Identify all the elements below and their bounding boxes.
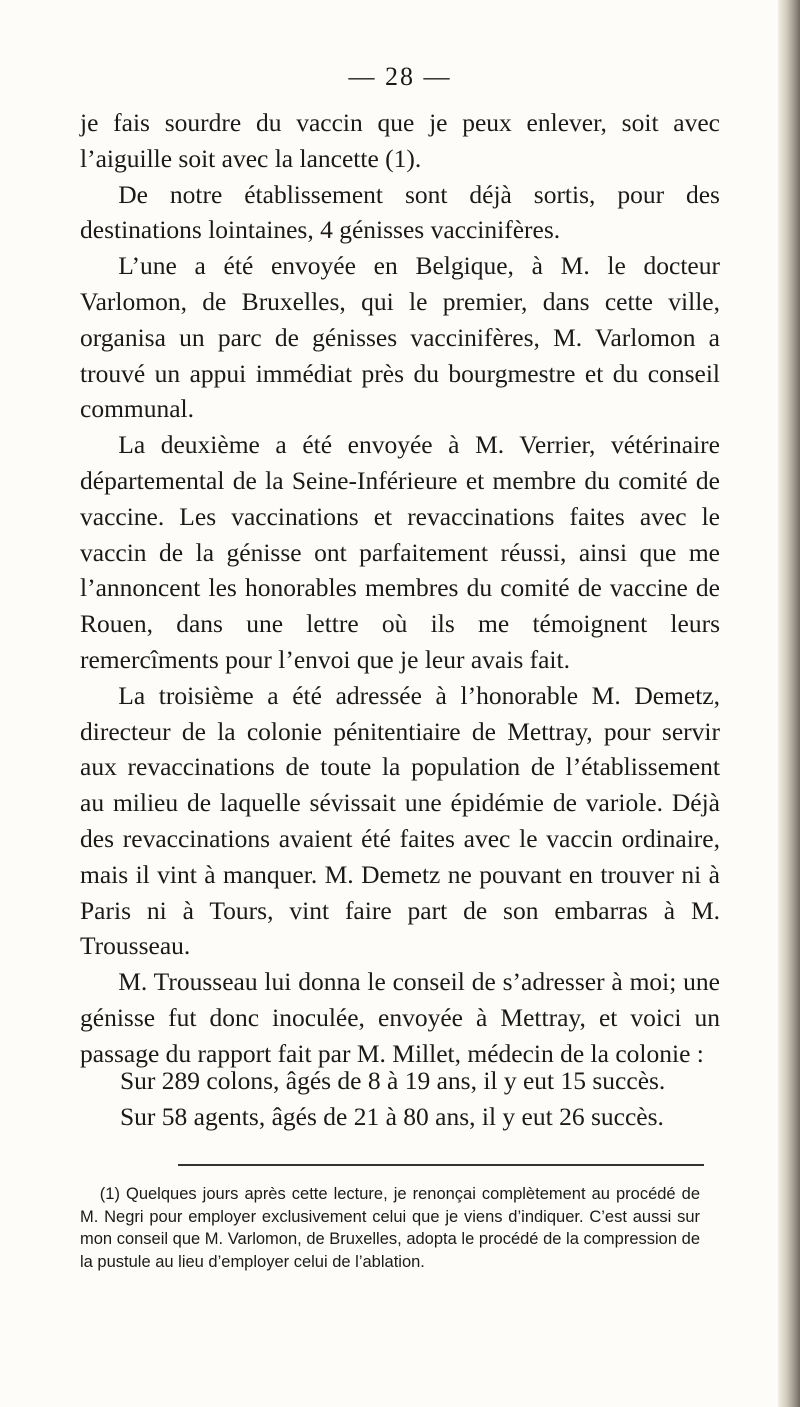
result-line-colons: Sur 289 colons, âgés de 8 à 19 ans, il y eut 15 succès. — [120, 1066, 666, 1095]
page-edge-shadow — [778, 0, 800, 1407]
paragraph-3: L’une a été envoyée en Belgique, à M. le docteur Varlomon, de Bruxelles, qui le premier, dans cette ville, organisa un parc de génisses vaccinifères, M. Varlomon a trouvé un appui immédiat près du bourgmestre et du conseil communal. — [80, 251, 720, 424]
paragraph-1: je fais sourdre du vaccin que je peux enlever, soit avec l’aiguille soit avec la lancette (1). — [80, 108, 720, 173]
result-line-agents: Sur 58 agents, âgés de 21 à 80 ans, il y eut 26 succès. — [120, 1101, 664, 1131]
page-number: — 28 — — [348, 62, 452, 91]
vaccination-results — [80, 1063, 720, 1135]
paragraph-6: M. Trousseau lui donna le conseil de s’adresser à moi; une génisse fut donc inoculée, envoyée à Mettray, et voici un passage du rapport fait par M. Millet, médecin de la colonie : — [80, 967, 720, 1068]
footnote-divider — [178, 1164, 704, 1166]
paragraph-2: De notre établissement sont déjà sortis, pour des destinations lointaines, 4 génisses vaccinifères. — [80, 179, 720, 245]
paragraph-4: La deuxième a été envoyée à M. Verrier, vétérinaire départemental de la Seine-Inférieure et membre du comité de vaccine. Les vaccinations et revaccinations faites avec le vaccin de la génisse ont parfaitement réussi, ainsi que me l’annoncent les honorables membres du comité de vaccine de Rouen, dans une lettre où ils me témoignent leurs remercîments pour l’envoi que je leur avais fait. — [80, 430, 720, 674]
footnote-text: (1) Quelques jours après cette lecture, je renonçai complètement au procédé de M. Negri pour employer exclusivement celui que je viens d’indiquer. C’est aussi sur mon conseil que M. Varlomon, de Bruxelles, adopta le procédé de la compression de la pustule au lieu d’employer celui de l’ablation. — [80, 1185, 700, 1271]
paragraph-5: La troisième a été adressée à l’honorable M. Demetz, directeur de la colonie pénitentiaire de Mettray, pour servir aux revaccinations de toute la population de l’établissement au milieu de laquelle sévissait une épidémie de variole. Déjà des revaccinations avaient été faites avec le vaccin ordinaire, mais il vint à manquer. M. Demetz ne pouvant en trouver ni à Paris ni à Tours, vint faire part de son embarras à M. Trousseau. — [80, 680, 720, 961]
footnote — [80, 1183, 700, 1273]
body-text — [80, 105, 720, 1072]
